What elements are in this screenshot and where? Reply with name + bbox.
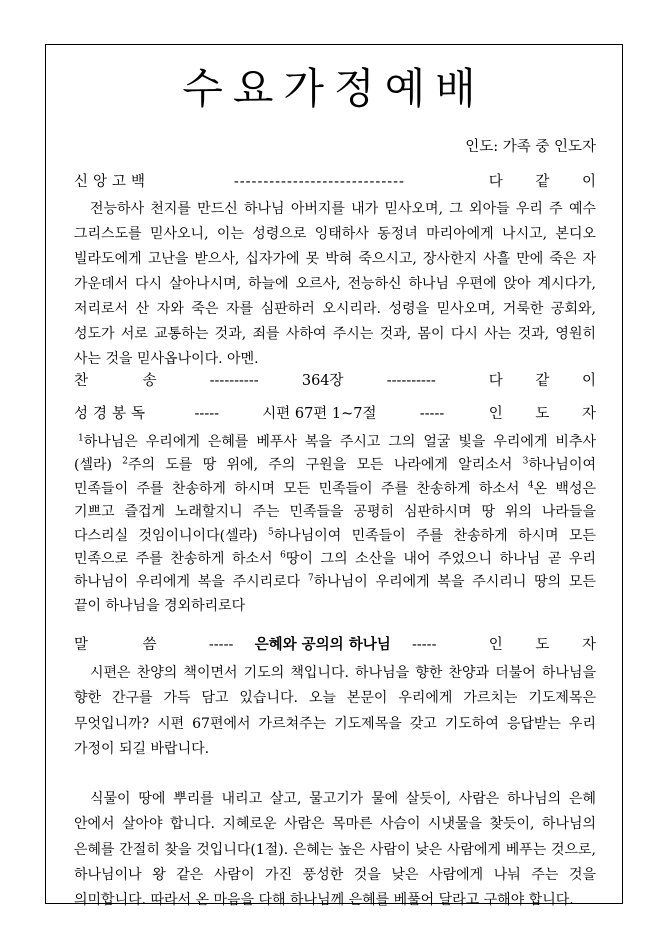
creed-text bbox=[74, 197, 596, 372]
verse-number: 5 bbox=[267, 526, 274, 537]
creed-dashes: ----------------------------- bbox=[233, 174, 405, 190]
hymn-number: 364장 bbox=[301, 373, 344, 389]
verse-number: 6 bbox=[280, 550, 286, 561]
hymn-middle bbox=[157, 370, 489, 392]
sermon-who: 인 도 자 bbox=[488, 637, 610, 653]
verse-text: 온 백성은 기쁘고 즐겁게 노래할지니 주는 민족들을 공평히 심판하시며 땅 위의 나라들을 다스리실 것임이니이다(셀라) bbox=[74, 480, 596, 544]
verse-number: 7 bbox=[307, 573, 314, 584]
scripture-verses bbox=[74, 431, 596, 618]
scripture-label: 성경봉독 bbox=[74, 406, 151, 422]
verse-text: 땅이 그의 소산을 내어 주었으니 하나님 곧 우리 하나님이 우리에게 복을 주시리로다 bbox=[74, 551, 596, 591]
hymn-dashes-right: ---------- bbox=[386, 373, 436, 389]
scripture-dashes-right: ----- bbox=[419, 406, 445, 422]
sermon-paragraph-2: 식물이 땅에 뿌리를 내리고 살고, 물고기가 물에 살듯이, 사람은 하나님의 은혜 안에서 살아야 합니다. 지혜로운 사람은 목마른 사슴이 시냇물을 찾듯이, 하나님의 은혜를 간절히 찾을 것입니다(1절). 은혜는 높은 사람이 낮은 사람에게 베푸는 것으로, 하나님이나 왕 같은 사람이 가진 풍성한 것을 낮은 사람에게 나눠 주는 것을 의미합니다. 따라서 온 마음을 다해 하나님께 은혜를 베풀어 달라고 구해야 합니다. bbox=[74, 791, 596, 909]
scripture-text bbox=[74, 431, 596, 618]
page-title: 수요가정예배 bbox=[182, 64, 486, 113]
sermon-paragraph-1: 시편은 찬양의 책이면서 기도의 책입니다. 하나님을 향한 찬양과 더불어 하나님을 향한 간구를 가득 담고 있습니다. 오늘 본문이 우리에게 가르치는 기도제목은 무엇입니까? 시편 67편에서 가르쳐주는 기도제목을 갖고 기도하여 응답받는 우리 가정이 되길 바랍니다. bbox=[74, 665, 596, 757]
verse-text: 하나님은 우리에게 은혜를 베푸사 복을 주시고 그의 얼굴 빛을 우리에게 비추사(셀라) bbox=[74, 434, 596, 474]
verse-number: 1 bbox=[78, 433, 84, 444]
sermon-header bbox=[74, 634, 610, 656]
hymn-who: 다 같 이 bbox=[488, 373, 610, 389]
worship-sheet bbox=[45, 44, 623, 909]
verse-number: 3 bbox=[522, 456, 529, 467]
verse-text: 하나님이여 민족들이 주를 찬송하게 하시며 모든 민족으로 주를 찬송하게 하소서 bbox=[74, 527, 596, 568]
sermon-dashes-left: ----- bbox=[208, 637, 234, 653]
hymn-dashes-left: ---------- bbox=[209, 373, 259, 389]
creed-label: 신앙고백 bbox=[74, 174, 151, 190]
scripture-middle bbox=[150, 403, 489, 425]
scripture-reference: 시편 67편 1~7절 bbox=[262, 406, 377, 422]
sermon-dashes-right: ----- bbox=[411, 637, 437, 653]
verse-text: 하나님이 우리에게 복을 주시리니 땅의 모든 끝이 하나님을 경외하리로다 bbox=[74, 574, 596, 614]
sermon-label: 말 씀 bbox=[74, 637, 157, 653]
verse-number: 2 bbox=[122, 456, 129, 467]
hymn-header bbox=[74, 370, 610, 392]
scripture-who: 인 도 자 bbox=[488, 406, 610, 422]
verse-number: 4 bbox=[527, 480, 534, 491]
sermon-text bbox=[74, 661, 596, 914]
sermon-topic: 은혜와 공의의 하나님 bbox=[254, 636, 391, 653]
verse-text: 하나님이여 민족들이 주를 찬송하게 하시며 모든 민족들이 주를 찬송하게 하소서 bbox=[74, 457, 596, 497]
verse-text: 주의 도를 땅 위에, 주의 구원을 모든 나라에게 알리소서 bbox=[128, 457, 523, 474]
scripture-header bbox=[74, 403, 610, 425]
sermon-middle bbox=[157, 634, 489, 656]
creed-who: 다 같 이 bbox=[488, 174, 610, 190]
creed-paragraph: 전능하사 천지를 만드신 하나님 아버지를 내가 믿사오며, 그 외아들 우리 주 예수 그리스도를 믿사오니, 이는 성령으로 잉태하사 동정녀 마리아에게 나시고, 본디오 빌라도에게 고난을 받으사, 십자가에 못 박혀 죽으시고, 장사한지 사흘 만에 죽은 자 가운데서 다시 살아나시며, 하늘에 오르사, 전능하신 하나님 우편에 앉아 계시다가, 저리로서 산 자와 죽은 자를 심판하러 오시리라. 성령을 믿사오며, 거룩한 공회와, 성도가 서로 교통하는 것과, 죄를 사하여 주시는 것과, 몸이 다시 사는 것과, 영원히 사는 것을 믿사옵나이다. 아멘. bbox=[74, 201, 596, 367]
hymn-label: 찬 송 bbox=[74, 373, 157, 389]
scripture-dashes-left: ----- bbox=[194, 406, 220, 422]
creed-header bbox=[74, 171, 610, 193]
leader-note: 인도: 가족 중 인도자 bbox=[465, 139, 596, 155]
